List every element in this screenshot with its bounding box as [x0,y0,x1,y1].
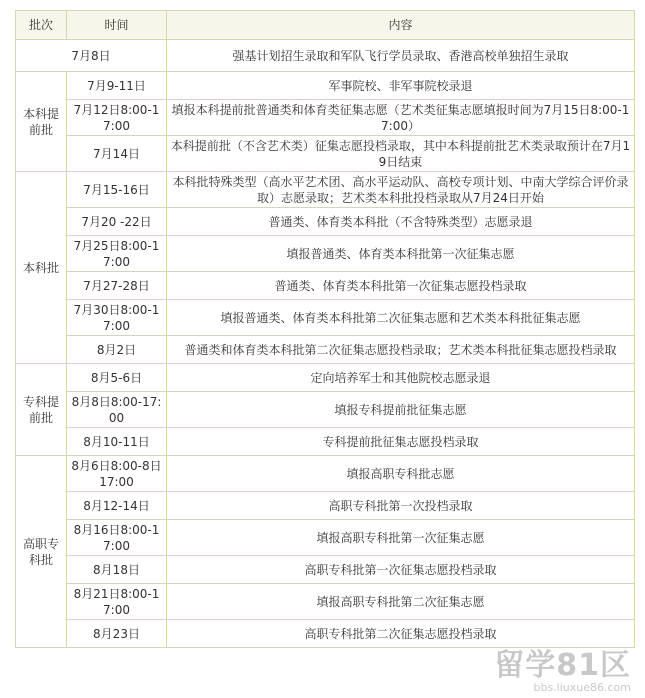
schedule-table-wrapper [15,10,634,648]
row-time: 7月20 -22日 [67,208,167,236]
table-row [16,100,635,136]
row-content: 本科提前批（不含艺术类）征集志愿投档录取，其中本科提前批艺术类录取预计在7月19日结束 [167,136,635,172]
row-content: 填报本科提前批普通类和体育类征集志愿（艺术类征集志愿填报时间为7月15日8:00-17:00） [167,100,635,136]
row-content: 填报高职专科批志愿 [167,456,635,492]
table-row [16,208,635,236]
table-row [16,428,635,456]
table-row [16,556,635,584]
row-time: 7月9-11日 [67,72,167,100]
row-time: 8月5-6日 [67,364,167,392]
row-time: 8月18日 [67,556,167,584]
row-content: 填报高职专科批第二次征集志愿 [167,584,635,620]
admission-schedule-table [15,10,635,648]
watermark-logo [494,650,631,694]
table-row [16,236,635,272]
batch-cell-benke: 本科批 [16,172,67,364]
row-content: 普通类、体育类本科批第一次征集志愿投档录取 [167,272,635,300]
row-content: 高职专科批第二次征集志愿投档录取 [167,620,635,648]
row-time: 7月25日8:00-17:00 [67,236,167,272]
table-row [16,456,635,492]
table-row [16,492,635,520]
table-row [16,300,635,336]
table-row [16,72,635,100]
row-content: 普通类、体育类本科批（不含特殊类型）志愿录退 [167,208,635,236]
row-content: 高职专科批第一次投档录取 [167,492,635,520]
table-row [16,364,635,392]
row-content: 高职专科批第一次征集志愿投档录取 [167,556,635,584]
row-time: 8月21日8:00-17:00 [67,584,167,620]
table-row [16,584,635,620]
watermark-brand: 留学81区 [494,648,631,683]
row-time: 8月2日 [67,336,167,364]
row-content: 专科提前批征集志愿投档录取 [167,428,635,456]
row-time: 7月30日8:00-17:00 [67,300,167,336]
row-time: 8月16日8:00-17:00 [67,520,167,556]
row-content: 定向培养军士和其他院校志愿录退 [167,364,635,392]
watermark-url: bbs.liuxue86.com [533,681,631,694]
table-row [16,620,635,648]
table-row [16,520,635,556]
batch-cell-zhuanke-tiqian: 专科提前批 [16,364,67,456]
table-row [16,136,635,172]
table-row [16,40,635,72]
batch-cell-benke-tiqian: 本科提前批 [16,72,67,172]
row-time: 8月23日 [67,620,167,648]
row-time: 8月8日8:00-17:00 [67,392,167,428]
row-content: 填报专科提前批征集志愿 [167,392,635,428]
header-time: 时间 [67,11,167,40]
row-content: 填报高职专科批第一次征集志愿 [167,520,635,556]
row-time: 8月12-14日 [67,492,167,520]
row-time: 7月15-16日 [67,172,167,208]
row-content: 填报普通类、体育类本科批第一次征集志愿 [167,236,635,272]
row-time: 8月10-11日 [67,428,167,456]
row-content: 普通类和体育类本科批第二次征集志愿投档录取；艺术类本科批征集志愿投档录取 [167,336,635,364]
row-time: 8月6日8:00-8日17:00 [67,456,167,492]
table-row [16,392,635,428]
table-row [16,172,635,208]
header-content: 内容 [167,11,635,40]
row-time: 7月8日 [16,40,167,72]
row-content: 填报普通类、体育类本科批第二次征集志愿和艺术类本科批征集志愿 [167,300,635,336]
table-row [16,272,635,300]
row-time: 7月12日8:00-17:00 [67,100,167,136]
row-time: 7月27-28日 [67,272,167,300]
table-header-row [16,11,635,40]
row-content: 本科批特殊类型（高水平艺术团、高水平运动队、高校专项计划、中南大学综合评价录取）志愿录取；艺术类本科批投档录取从7月24日开始 [167,172,635,208]
row-time: 7月14日 [67,136,167,172]
batch-cell-gaozhi: 高职专科批 [16,456,67,648]
row-content: 军事院校、非军事院校录退 [167,72,635,100]
row-content: 强基计划招生录取和军队飞行学员录取、香港高校单独招生录取 [167,40,635,72]
header-batch: 批次 [16,11,67,40]
table-row [16,336,635,364]
